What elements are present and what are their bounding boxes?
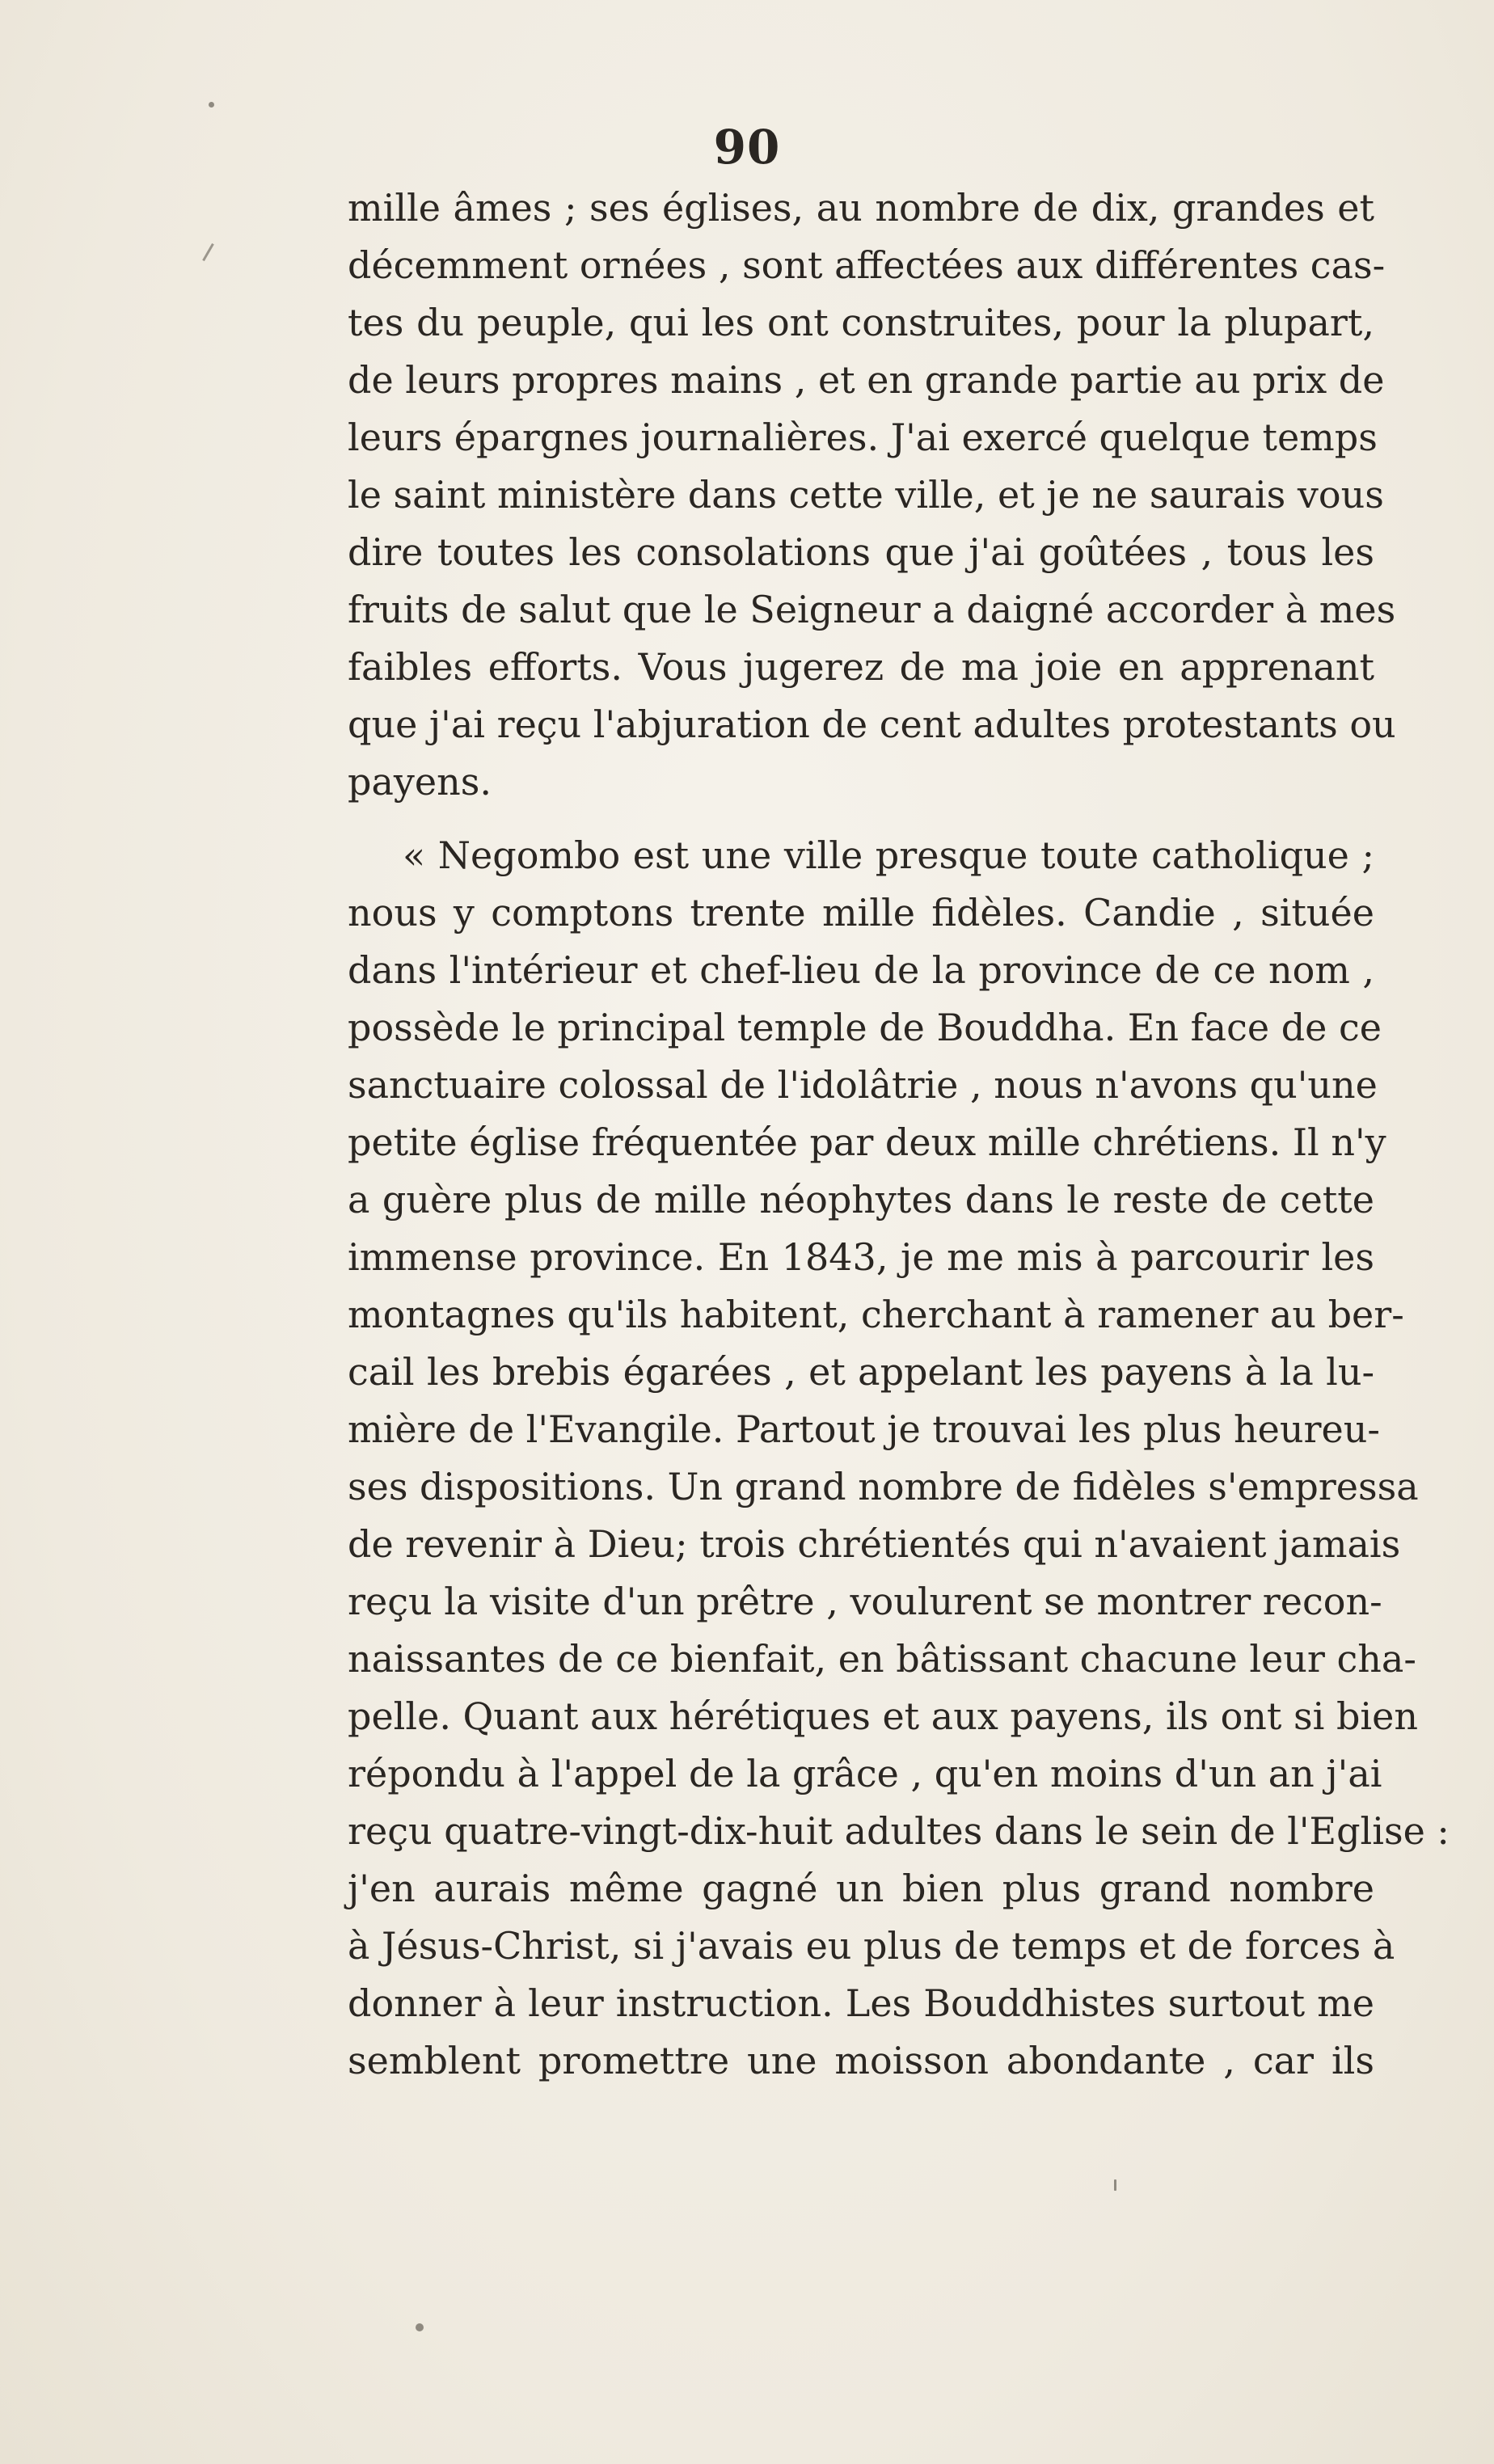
paper-mark [202,243,214,261]
text-line: sanctuaire colossal de l'idolâtrie , nous n'avons qu'une [348,1063,1378,1107]
text-line: décemment ornées , sont affectées aux différentes cas- [348,243,1386,287]
text-line: leurs épargnes journalières. J'ai exercé quelque temps [348,416,1378,459]
text-line: de leurs propres mains , et en grande partie au prix de [348,358,1385,402]
text-line: faibles efforts. Vous jugerez de ma joie en apprenant [348,645,1374,689]
text-line: fruits de salut que le Seigneur a daigné accorder à mes [348,588,1396,631]
paragraph-2 [348,827,1450,2090]
text-line: mille âmes ; ses églises, au nombre de dix, grandes et [348,186,1374,230]
text-line: ses dispositions. Un grand nombre de fidèles s'empressa [348,1465,1419,1508]
text-line: a guère plus de mille néophytes dans le reste de cette [348,1178,1374,1221]
body-text [348,179,1450,2090]
text-line: reçu quatre-vingt-dix-huit adultes dans le sein de l'Eglise : [348,1809,1450,1853]
text-line: mière de l'Evangile. Partout je trouvai les plus heureu- [348,1407,1380,1451]
paragraph-gap [348,811,1374,827]
text-line: reçu la visite d'un prêtre , voulurent se montrer recon- [348,1580,1382,1623]
text-line: montagnes qu'ils habitent, cherchant à ramener au ber- [348,1293,1404,1336]
text-line: immense province. En 1843, je me mis à parcourir les [348,1235,1374,1279]
text-line: à Jésus-Christ, si j'avais eu plus de temps et de forces à [348,1924,1395,1968]
paragraph-1 [348,179,1396,811]
text-line: que j'ai reçu l'abjuration de cent adultes protestants ou [348,702,1396,746]
text-line: possède le principal temple de Bouddha. En face de ce [348,1006,1382,1049]
text-line: de revenir à Dieu; trois chrétientés qui n'avaient jamais [348,1522,1401,1566]
text-line: cail les brebis égarées , et appelant les payens à la lu- [348,1350,1374,1394]
text-line: dans l'intérieur et chef-lieu de la province de ce nom , [348,948,1374,992]
text-line: le saint ministère dans cette ville, et je ne saurais vous [348,473,1384,517]
paper-speck [1114,2179,1116,2191]
text-line: j'en aurais même gagné un bien plus grand nombre [348,1867,1374,1910]
text-line: tes du peuple, qui les ont construites, pour la plupart, [348,301,1374,344]
text-line: petite église fréquentée par deux mille chrétiens. Il n'y [348,1120,1386,1164]
text-line: semblent promettre une moisson abondante , car ils [348,2039,1374,2082]
text-line: payens. [348,760,492,804]
text-line: nous y comptons trente mille fidèles. Candie , située [348,891,1374,935]
text-line: pelle. Quant aux hérétiques et aux payens, ils ont si bien [348,1694,1418,1738]
page-number: 90 [713,120,781,175]
text-line: dire toutes les consolations que j'ai goûtées , tous les [348,530,1374,574]
text-line: donner à leur instruction. Les Bouddhistes surtout me [348,1981,1374,2025]
text-line: naissantes de ce bienfait, en bâtissant chacune leur cha- [348,1637,1416,1681]
text-line: répondu à l'appel de la grâce , qu'en moins d'un an j'ai [348,1752,1382,1795]
paper-speck [416,2323,424,2331]
paper-speck [209,102,214,108]
text-line: « Negombo est une ville presque toute catholique ; [403,833,1374,877]
